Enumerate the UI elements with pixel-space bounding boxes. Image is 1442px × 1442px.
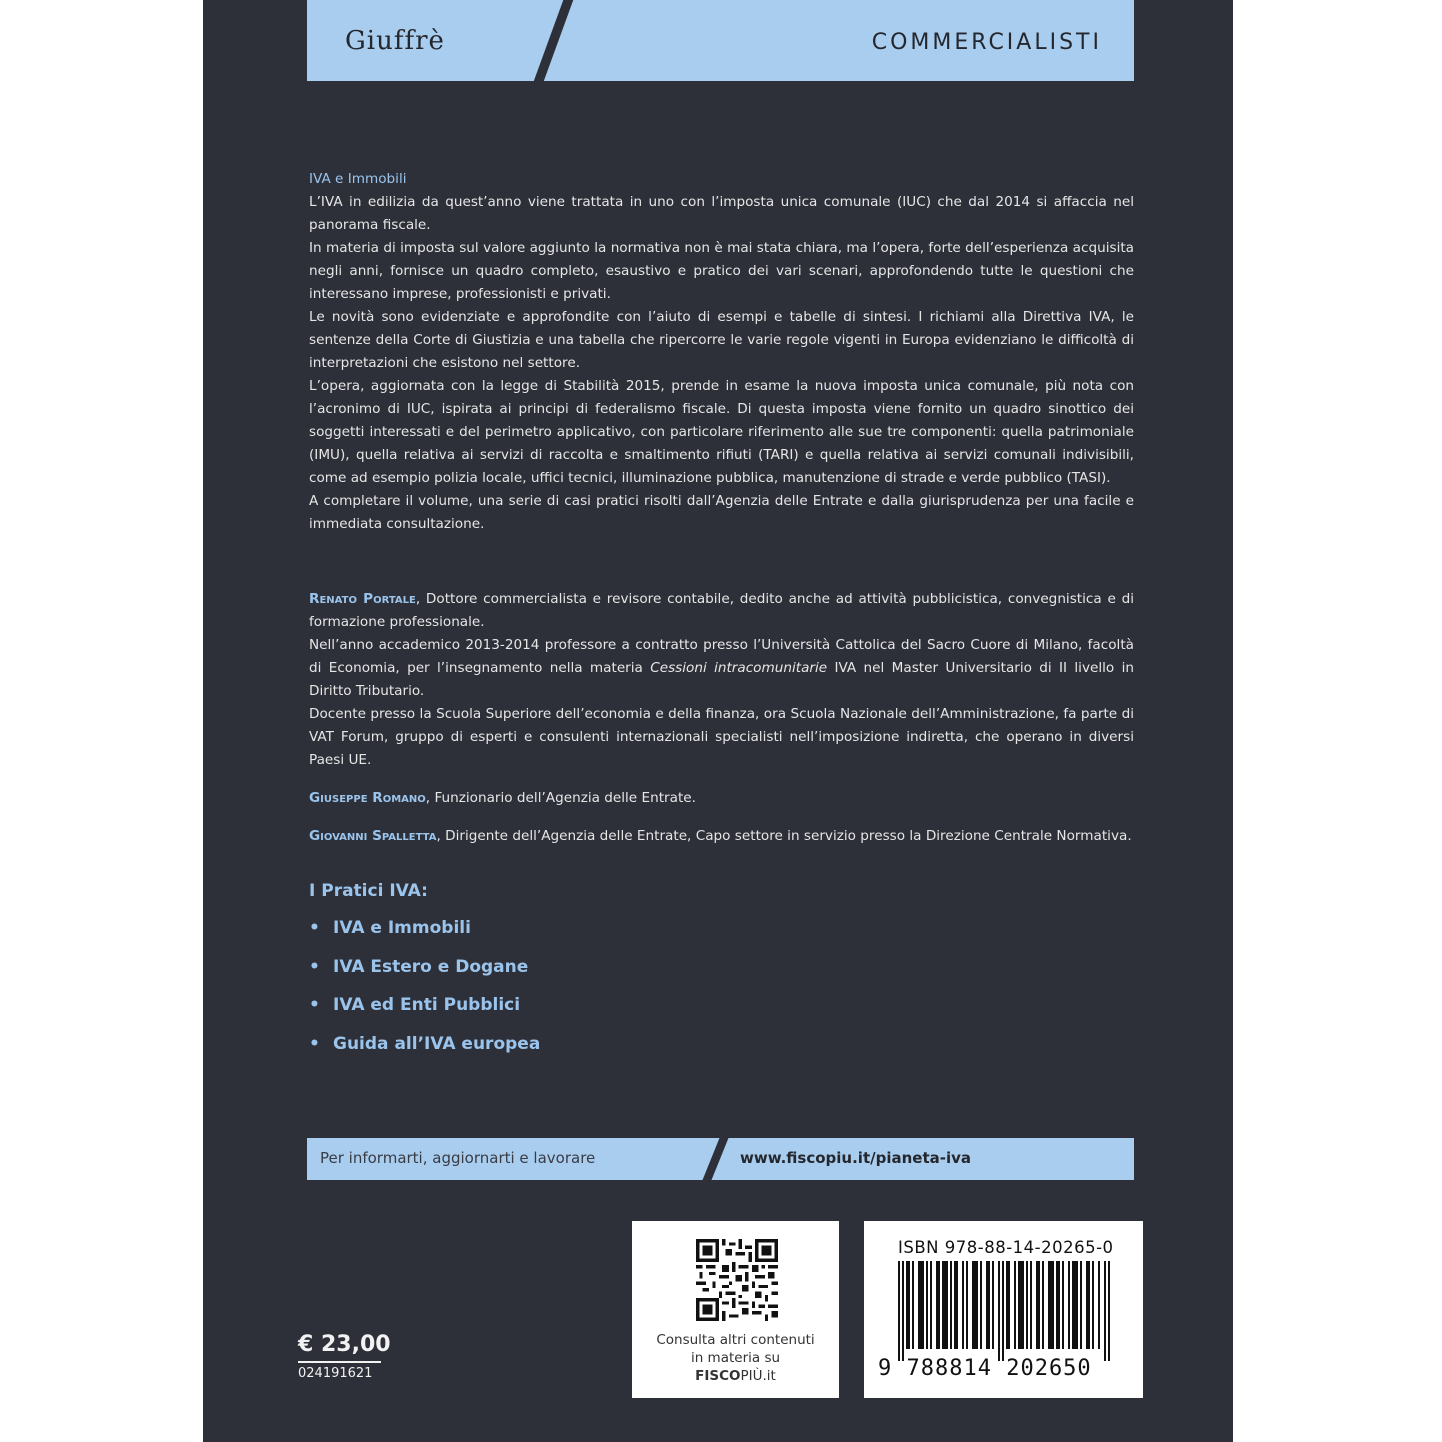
description-heading: IVA e Immobili [309, 171, 407, 187]
bullet-icon: • [309, 956, 320, 977]
bullet-icon: • [309, 1033, 320, 1054]
list-item: • IVA e Immobili [309, 918, 471, 938]
qr-code-icon[interactable] [696, 1239, 778, 1321]
description-paragraph: A completare il volume, una serie di casi pratici risolti dall’Agenzia delle Entrate e dalla giurisprudenza per una facile e immediata consultazione. [309, 493, 1134, 532]
series-list-title: I Pratici IVA: [309, 881, 428, 901]
author-bio: Giovanni Spalletta, Dirigente dell’Agenzia delle Entrate, Capo settore in servizio presso la Direzione Centrale Normativa. [309, 828, 1132, 844]
author-name: Renato Portale [309, 591, 416, 607]
series-list [309, 918, 540, 1072]
price: € 23,00 [298, 1332, 391, 1357]
list-item: • IVA ed Enti Pubblici [309, 995, 521, 1015]
author-name: Giovanni Spalletta [309, 828, 437, 844]
description-paragraph: In materia di imposta sul valore aggiunto la normativa non è mai stata chiara, ma l’opera, forte dell’esperienza acquisita negli anni, fornisce un quadro completo, esaustivo e pratico dei vari scenari, approfondendo tutte le questioni che interessano imprese, professionisti e privati. [309, 240, 1134, 302]
publisher-logo: Giuffrè [345, 26, 445, 56]
footer-tagline: Per informarti, aggiornarti e lavorare [320, 1149, 596, 1167]
author-bio: Renato Portale, Dottore commercialista e revisore contabile, dedito anche ad attività pubblicistica, convegnistica e di formazione professionale. [309, 591, 1134, 630]
barcode-icon [898, 1261, 1110, 1361]
list-item: • Guida all’IVA europea [309, 1033, 541, 1054]
series-name: COMMERCIALISTI [871, 30, 1102, 55]
product-code: 024191621 [298, 1366, 373, 1381]
author-bio: Giuseppe Romano, Funzionario dell’Agenzia delle Entrate. [309, 790, 696, 806]
description-paragraph: L’IVA in edilizia da quest’anno viene trattata in uno con l’imposta unica comunale (IUC) che dal 2014 si affaccia nel panorama fiscale. [309, 194, 1134, 233]
qr-box [632, 1221, 839, 1398]
price-divider [298, 1361, 381, 1363]
author-bio: Nell’anno accademico 2013-2014 professore a contratto presso l’Università Cattolica del Sacro Cuore di Milano, facoltà di Economia, per l’insegnamento nella materia Cessioni intracomunitarie IVA nel Master Universitario di II livello in Diritto Tributario. [309, 637, 1134, 699]
description-paragraph: Le novità sono evidenziate e approfondite con l’aiuto di esempi e tabelle di sintesi. I richiami alla Direttiva IVA, le sentenze della Corte di Giustizia e una tabella che ripercorre le varie regole vigenti in Europa evidenziano le difficoltà di interpretazioni che esistono nel settore. [309, 309, 1134, 371]
author-bio: Docente presso la Scuola Superiore dell’economia e della finanza, ora Scuola Nazionale dell’Amministrazione, fa parte di VAT Forum, gruppo di esperti e consulenti internazionali specialisti nell’imposizione indiretta, che operano in diversi Paesi UE. [309, 706, 1134, 768]
isbn-label: ISBN 978-88-14-20265-0 [898, 1238, 1114, 1257]
bullet-icon: • [309, 918, 320, 938]
footer-url[interactable]: www.fiscopiu.it/pianeta-iva [740, 1149, 972, 1167]
qr-caption: Consulta altri contenuti in materia su FISCOPIÙ.it [656, 1332, 815, 1384]
description [309, 168, 1134, 536]
author-name: Giuseppe Romano [309, 790, 426, 806]
authors [309, 588, 1134, 848]
bullet-icon: • [309, 995, 320, 1015]
list-item: • IVA Estero e Dogane [309, 956, 529, 977]
description-paragraph: L’opera, aggiornata con la legge di Stabilità 2015, prende in esame la nuova imposta unica comunale, più nota con l’acronimo di IUC, ispirata ai principi di federalismo fiscale. Di questa imposta viene fornito un quadro sinottico dei soggetti interessati e del perimetro applicativo, con particolare riferimento alle sue tre componenti: quella patrimoniale (IMU), quella relativa ai servizi di raccolta e smaltimento rifiuti (TARI) e quella relativa ai servizi comunali indivisibili, come ad esempio polizia locale, uffici tecnici, illuminazione pubblica, manutenzione di strade e verde pubblico (TASI). [309, 378, 1134, 486]
barcode-box [864, 1221, 1143, 1398]
barcode-number: 9 788814 202650 [878, 1356, 1092, 1381]
